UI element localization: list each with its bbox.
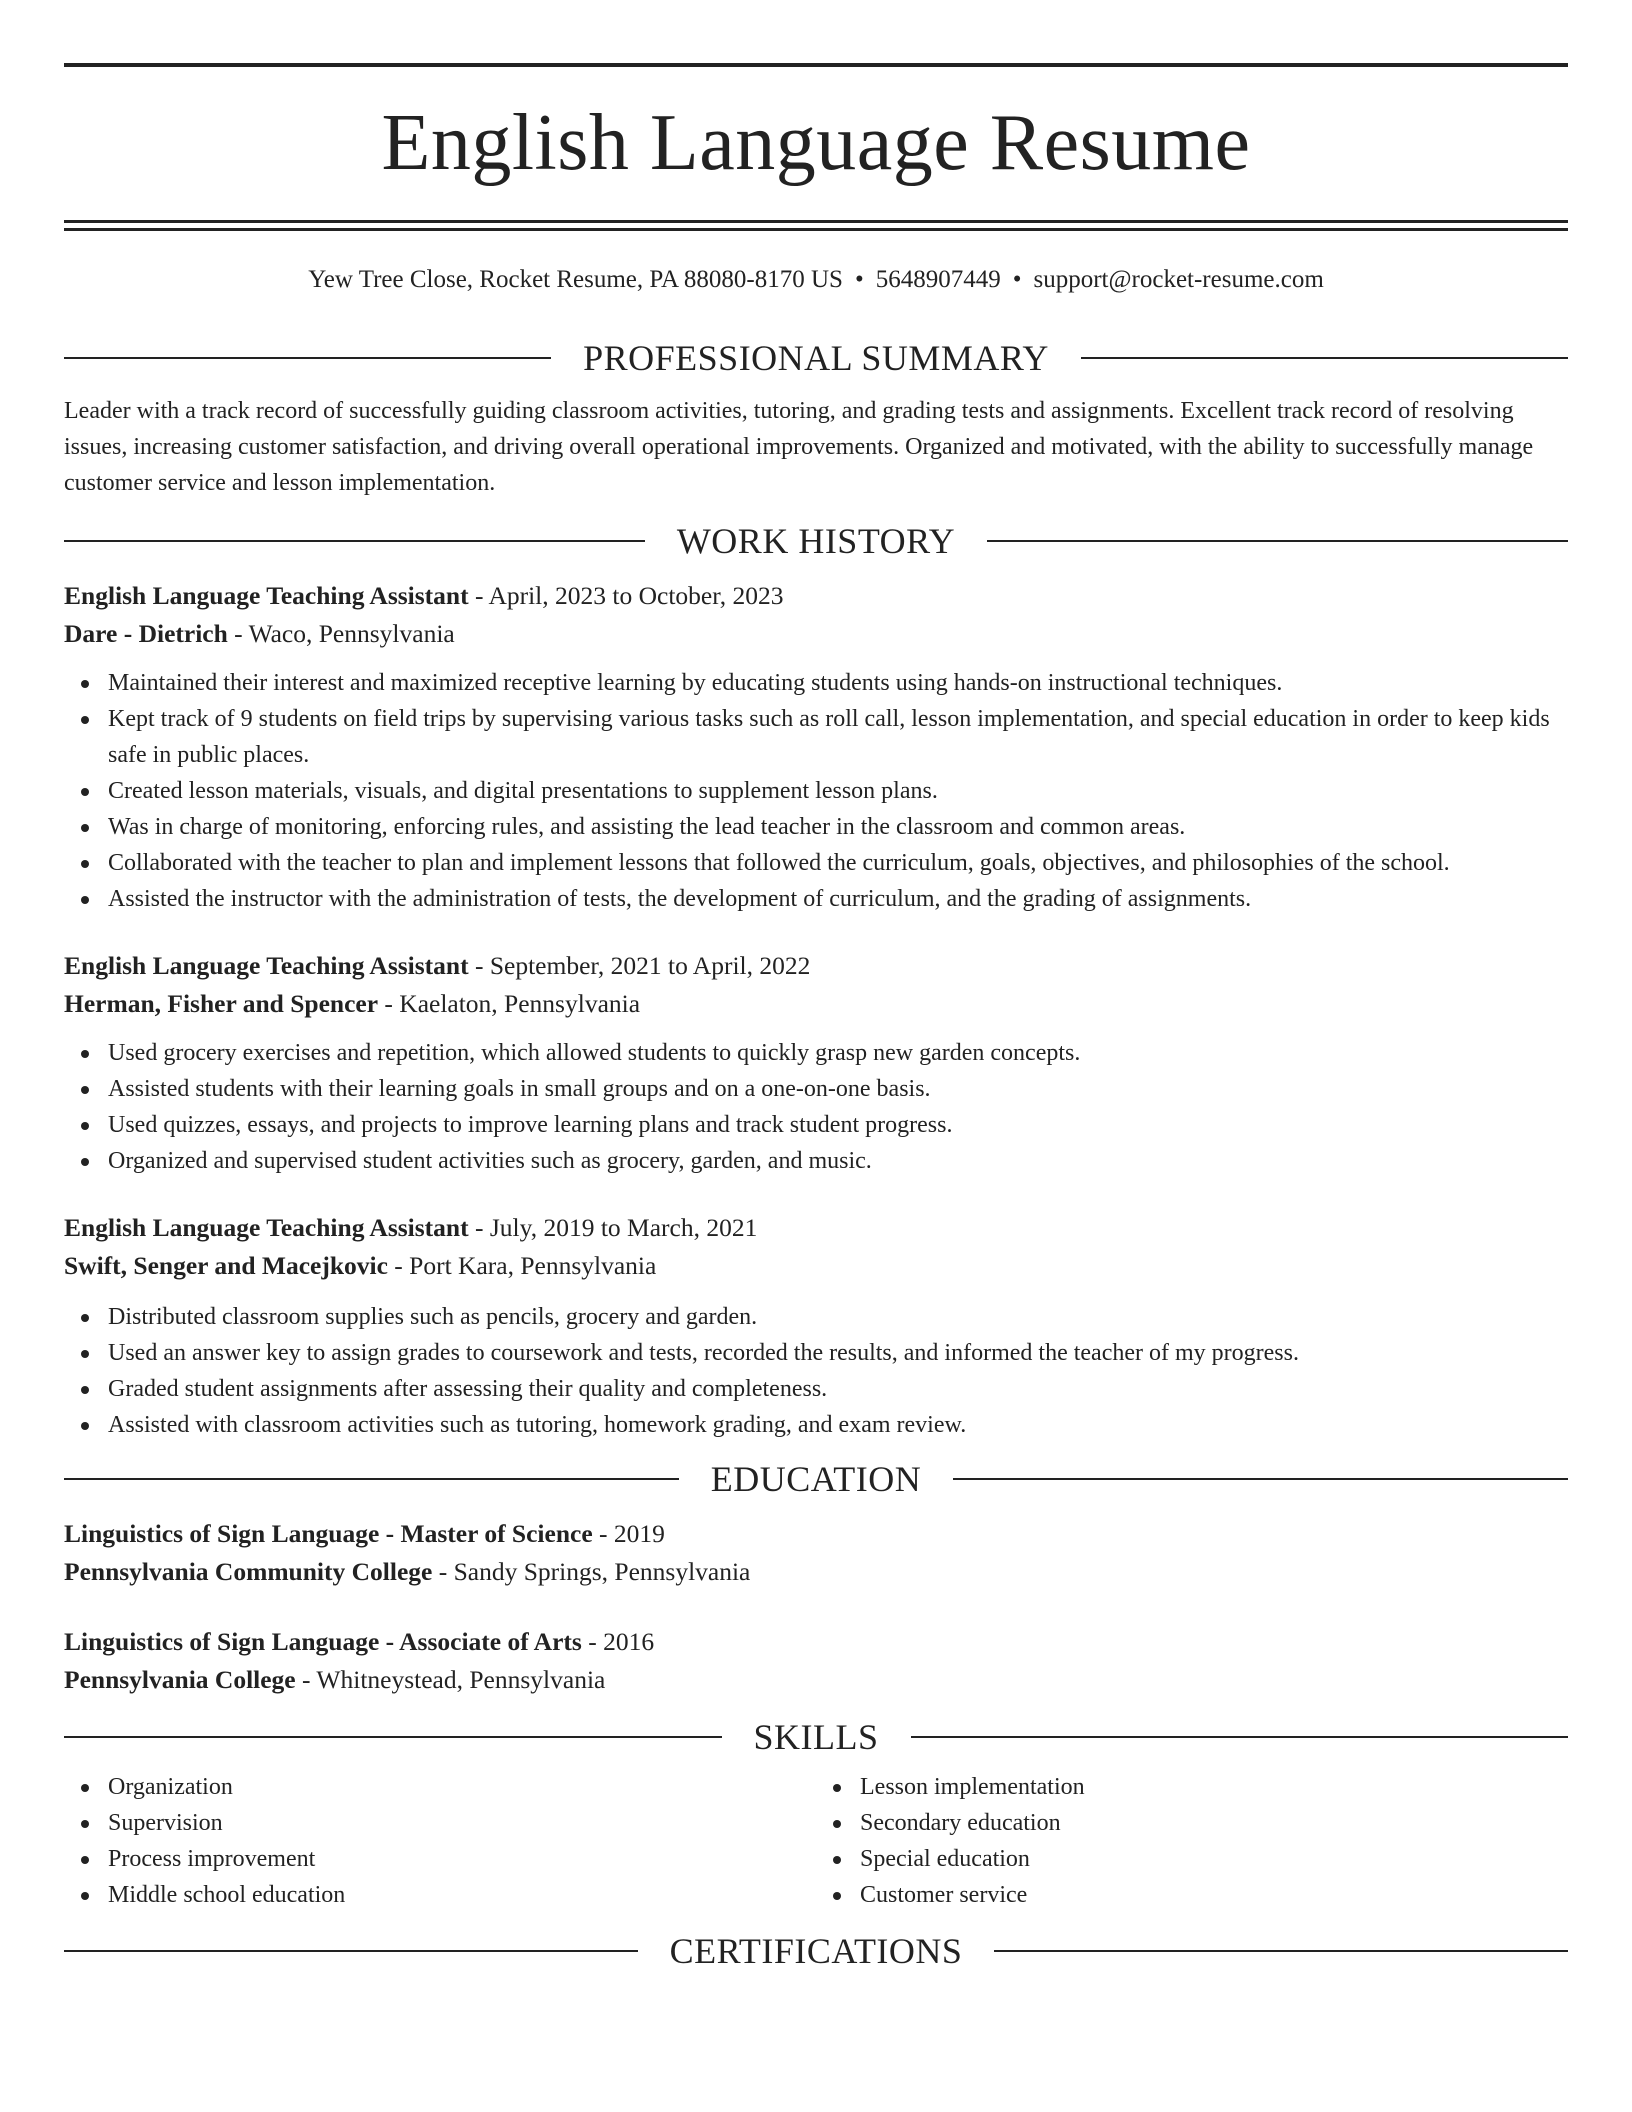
section-heading-label: PROFESSIONAL SUMMARY bbox=[583, 338, 1049, 378]
resume-page bbox=[64, 63, 1568, 1971]
skills-column-left bbox=[64, 1769, 816, 1913]
list-item: Used grocery exercises and repetition, which allowed students to quickly grasp new garden concepts. bbox=[108, 1035, 1568, 1071]
job-company: Swift, Senger and Macejkovic bbox=[64, 1251, 388, 1280]
contact-email: support@rocket-resume.com bbox=[1033, 266, 1324, 293]
job-title-line bbox=[64, 947, 1568, 985]
contact-line bbox=[64, 265, 1568, 295]
job-company-line bbox=[64, 1247, 1568, 1285]
education-degree-line bbox=[64, 1623, 1568, 1661]
skills-grid bbox=[64, 1769, 1568, 1913]
list-item: Kept track of 9 students on field trips by supervising various tasks such as roll call, lesson implementation, and special education in order to keep kids safe in public places. bbox=[108, 701, 1568, 773]
education-year: - 2016 bbox=[581, 1627, 655, 1656]
list-item: Was in charge of monitoring, enforcing rules, and assisting the lead teacher in the classroom and common areas. bbox=[108, 809, 1568, 845]
contact-phone: 5648907449 bbox=[875, 266, 1001, 293]
job-company: Herman, Fisher and Spencer bbox=[64, 989, 379, 1018]
education-year: - 2019 bbox=[592, 1519, 665, 1548]
section-heading-certifications bbox=[64, 1931, 1568, 1971]
job-title: English Language Teaching Assistant bbox=[64, 951, 469, 980]
section-heading-skills bbox=[64, 1717, 1568, 1757]
education-school: Pennsylvania College bbox=[64, 1665, 296, 1694]
contact-separator: • bbox=[1012, 266, 1022, 293]
list-item: Collaborated with the teacher to plan and implement lessons that followed the curriculum, goals, objectives, and philosophies of the school. bbox=[108, 845, 1568, 881]
list-item: Created lesson materials, visuals, and digital presentations to supplement lesson plans. bbox=[108, 773, 1568, 809]
skill-item: Process improvement bbox=[108, 1841, 816, 1877]
contact-address: Yew Tree Close, Rocket Resume, PA 88080-8170 US bbox=[308, 266, 843, 293]
list-item: Graded student assignments after assessing their quality and completeness. bbox=[108, 1371, 1568, 1407]
skills-column-right bbox=[816, 1769, 1568, 1913]
list-item: Used an answer key to assign grades to coursework and tests, recorded the results, and informed the teacher of my progress. bbox=[108, 1335, 1568, 1371]
skill-item: Lesson implementation bbox=[860, 1769, 1568, 1805]
title-double-rule bbox=[64, 220, 1568, 231]
education-degree: Linguistics of Sign Language - Master of Science bbox=[64, 1519, 593, 1548]
education-degree: Linguistics of Sign Language - Associate of Arts bbox=[64, 1627, 582, 1656]
list-item: Distributed classroom supplies such as pencils, grocery and garden. bbox=[108, 1299, 1568, 1335]
job-bullets bbox=[64, 665, 1568, 917]
job-title-line bbox=[64, 1209, 1568, 1247]
job-dates: - July, 2019 to March, 2021 bbox=[468, 1213, 758, 1242]
skill-item: Supervision bbox=[108, 1805, 816, 1841]
job-company-line bbox=[64, 615, 1568, 653]
contact-separator: • bbox=[854, 266, 864, 293]
list-item: Maintained their interest and maximized receptive learning by educating students using hands-on instructional techniques. bbox=[108, 665, 1568, 701]
section-heading-education bbox=[64, 1459, 1568, 1499]
list-item: Used quizzes, essays, and projects to improve learning plans and track student progress. bbox=[108, 1107, 1568, 1143]
list-item: Assisted the instructor with the administration of tests, the development of curriculum, and the grading of assignments. bbox=[108, 881, 1568, 917]
section-heading-label: CERTIFICATIONS bbox=[669, 1931, 963, 1971]
section-heading-work-history bbox=[64, 521, 1568, 561]
education-school-line bbox=[64, 1553, 1568, 1591]
education-entry bbox=[64, 1623, 1568, 1699]
skill-item: Customer service bbox=[860, 1877, 1568, 1913]
job-location: - Waco, Pennsylvania bbox=[227, 619, 455, 648]
education-degree-line bbox=[64, 1515, 1568, 1553]
section-heading-label: WORK HISTORY bbox=[676, 521, 956, 561]
list-item: Assisted students with their learning goals in small groups and on a one-on-one basis. bbox=[108, 1071, 1568, 1107]
education-school: Pennsylvania Community College bbox=[64, 1557, 433, 1586]
education-school-line bbox=[64, 1661, 1568, 1699]
list-item: Organized and supervised student activities such as grocery, garden, and music. bbox=[108, 1143, 1568, 1179]
job-location: - Port Kara, Pennsylvania bbox=[387, 1251, 657, 1280]
job-entry bbox=[64, 1209, 1568, 1443]
job-bullets bbox=[64, 1299, 1568, 1443]
job-location: - Kaelaton, Pennsylvania bbox=[378, 989, 641, 1018]
education-location: - Whitneystead, Pennsylvania bbox=[295, 1665, 606, 1694]
job-title: English Language Teaching Assistant bbox=[64, 1213, 469, 1242]
job-dates: - April, 2023 to October, 2023 bbox=[468, 581, 784, 610]
job-title: English Language Teaching Assistant bbox=[64, 581, 469, 610]
job-title-line bbox=[64, 577, 1568, 615]
job-dates: - September, 2021 to April, 2022 bbox=[468, 951, 811, 980]
skill-item: Organization bbox=[108, 1769, 816, 1805]
job-bullets bbox=[64, 1035, 1568, 1179]
section-heading-label: EDUCATION bbox=[710, 1459, 922, 1499]
top-rule bbox=[64, 63, 1568, 67]
skill-item: Special education bbox=[860, 1841, 1568, 1877]
education-entry bbox=[64, 1515, 1568, 1591]
summary-text: Leader with a track record of successfully guiding classroom activities, tutoring, and grading tests and assignments. Excellent track record of resolving issues, increasing customer satisfaction, and driving overall operational improvements. Organized and motivated, with the ability to successfully manage customer service and lesson implementation. bbox=[64, 398, 1534, 496]
job-entry bbox=[64, 947, 1568, 1179]
skill-item: Secondary education bbox=[860, 1805, 1568, 1841]
resume-title: English Language Resume bbox=[381, 99, 1251, 187]
job-company: Dare - Dietrich bbox=[64, 619, 228, 648]
job-entry bbox=[64, 577, 1568, 917]
skill-item: Middle school education bbox=[108, 1877, 816, 1913]
job-company-line bbox=[64, 985, 1568, 1023]
section-heading-summary bbox=[64, 338, 1568, 378]
list-item: Assisted with classroom activities such as tutoring, homework grading, and exam review. bbox=[108, 1407, 1568, 1443]
section-heading-label: SKILLS bbox=[753, 1717, 879, 1757]
education-location: - Sandy Springs, Pennsylvania bbox=[432, 1557, 751, 1586]
